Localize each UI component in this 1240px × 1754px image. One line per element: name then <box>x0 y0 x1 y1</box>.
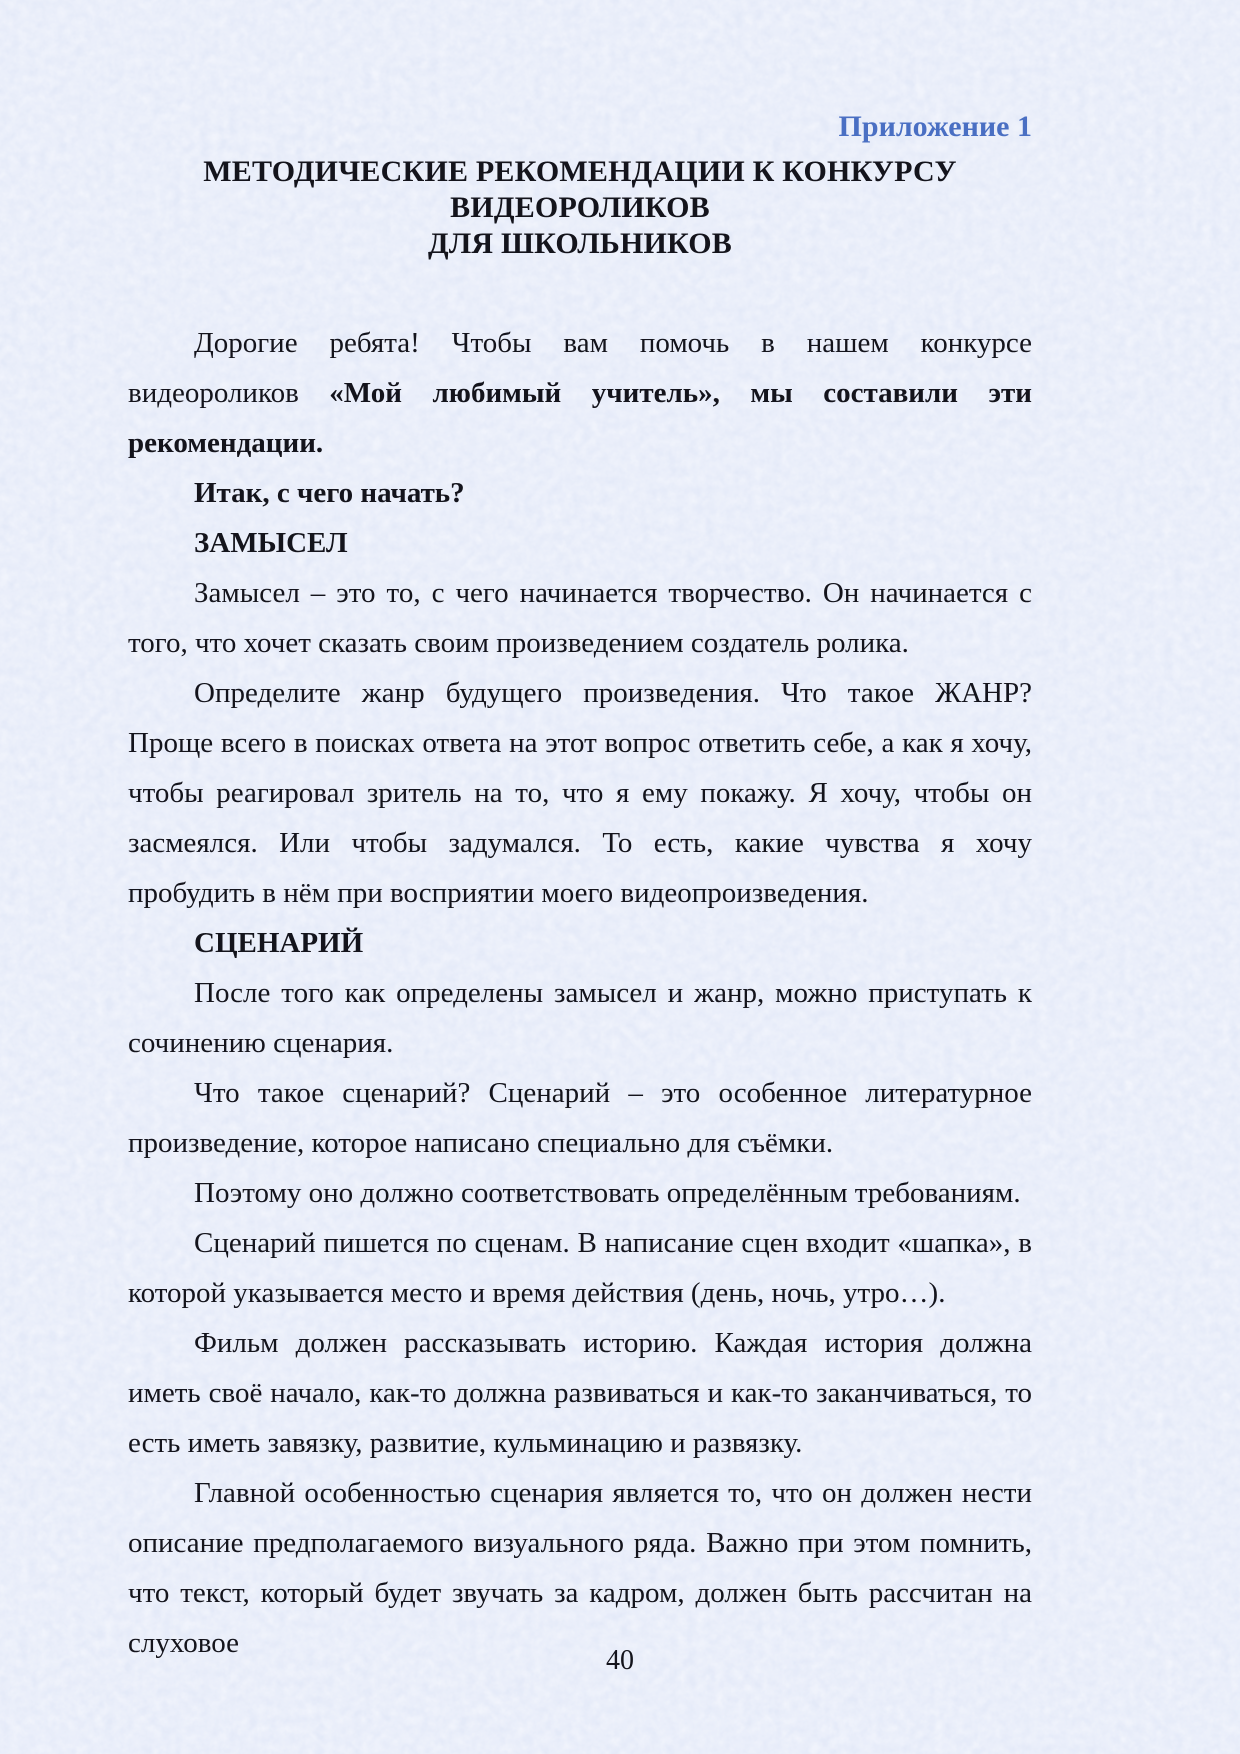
page-title <box>128 154 1032 262</box>
intro-paragraph <box>128 318 1032 468</box>
appendix-label: Приложение 1 <box>838 110 1032 143</box>
page-number: 40 <box>606 1645 634 1676</box>
document-body <box>128 108 1032 1668</box>
paragraph-zamysel-1: Замысел – это то, с чего начинается творчество. Он начинается с того, что хочет сказать своим произведением создатель ролика. <box>128 577 1032 659</box>
paragraph-zamysel-2: Определите жанр будущего произведения. Что такое ЖАНР? Проще всего в поисках ответа на этот вопрос ответить себе, а как я хочу, чтобы реагировал зритель на то, что я ему покажу. Я хочу, чтобы он засмеялся. Или чтобы задумался. То есть, какие чувства я хочу пробудить в нём при восприятии моего видеопроизведения. <box>128 677 1032 909</box>
section-heading-zamysel: ЗАМЫСЕЛ <box>194 527 348 559</box>
paragraph-scenarij-6: Главной особенностью сценария является то, что он должен нести описание предполагаемого визуального ряда. Важно при этом помнить, что текст, который будет звучать за кадром, должен быть рассчитан на слуховое <box>128 1477 1032 1659</box>
page-title-line-2: ДЛЯ ШКОЛЬНИКОВ <box>428 227 732 260</box>
paragraph-scenarij-5: Фильм должен рассказывать историю. Каждая история должна иметь своё начало, как-то должна развиваться и как-то заканчиваться, то есть иметь завязку, развитие, кульминацию и развязку. <box>128 1327 1032 1459</box>
intro-paragraph-bold-text: «Мой любимый учитель», мы составили эти рекомендации. <box>128 377 1032 459</box>
paragraph-scenarij-4: Сценарий пишется по сценам. В написание сцен входит «шапка», в которой указывается место и время действия (день, ночь, утро…). <box>128 1227 1032 1309</box>
paragraph-scenarij-3: Поэтому оно должно соответствовать определённым требованиям. <box>194 1177 1021 1209</box>
section-heading-scenarij: СЦЕНАРИЙ <box>194 927 364 959</box>
paragraph-scenarij-1: После того как определены замысел и жанр, можно приступать к сочинению сценария. <box>128 977 1032 1059</box>
intro-paragraph-normal-text: Дорогие ребята! Чтобы вам помочь в нашем конкурсе видеороликов <box>128 327 1032 409</box>
page-title-line-1: МЕТОДИЧЕСКИЕ РЕКОМЕНДАЦИИ К КОНКУРСУ ВИДЕОРОЛИКОВ <box>203 155 957 224</box>
question-line: Итак, с чего начать? <box>194 477 465 509</box>
paragraph-scenarij-2: Что такое сценарий? Сценарий – это особенное литературное произведение, которое написано специально для съёмки. <box>128 1077 1032 1159</box>
